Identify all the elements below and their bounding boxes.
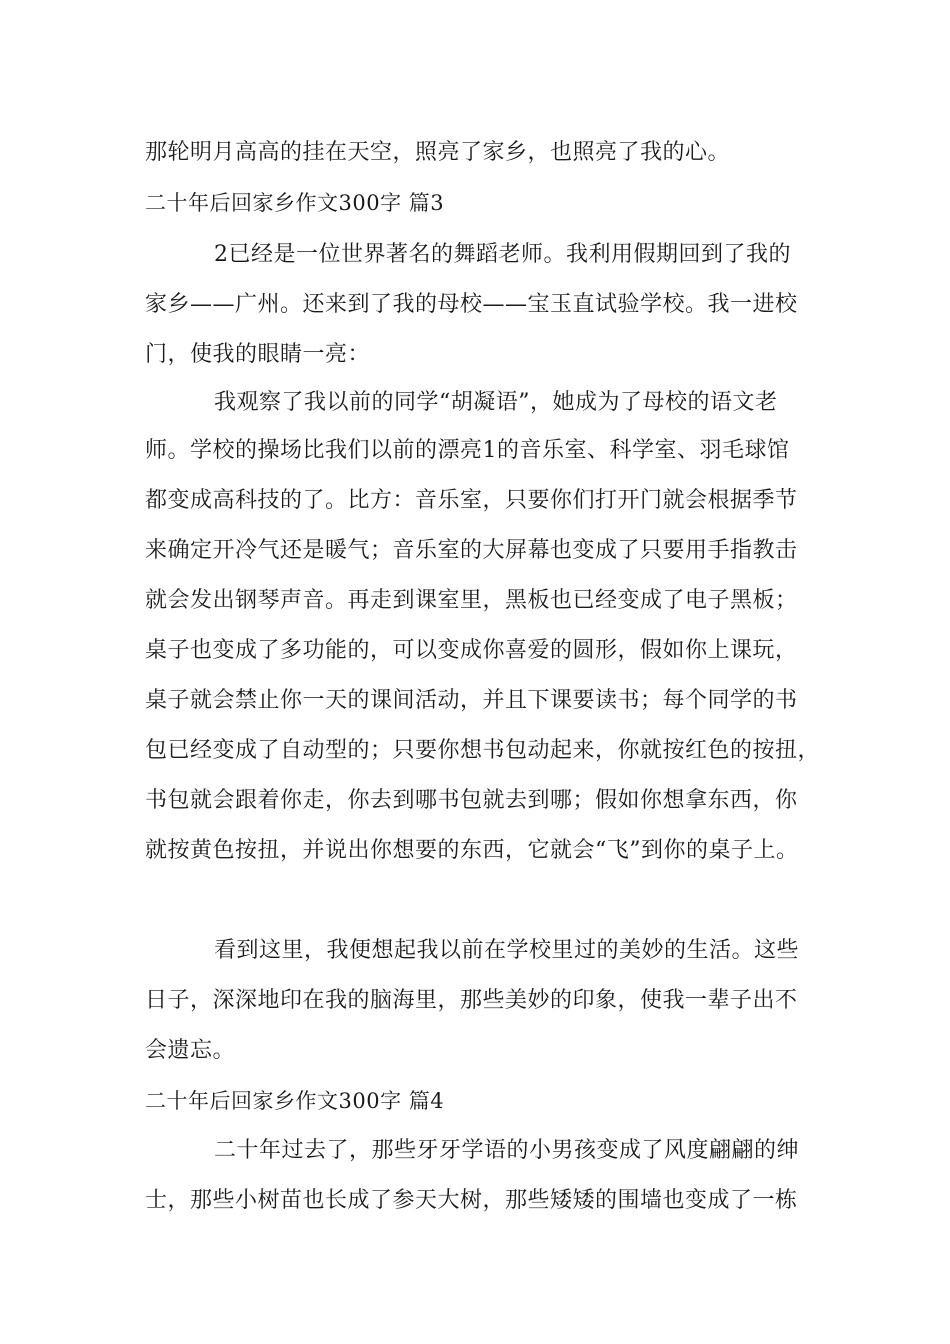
paragraph-line: 桌子就会禁止你一天的课间活动，并且下课要读书；每个同学的书 — [145, 688, 798, 713]
paragraph-line: 来确定开冷气还是暖气；音乐室的大屏幕也变成了只要用手指教击 — [145, 538, 798, 563]
paragraph-line: 日子，深深地印在我的脑海里，那些美妙的印象，使我一辈子出不 — [145, 988, 798, 1013]
paragraph-line: 桌子也变成了多功能的，可以变成你喜爱的圆形，假如你上课玩， — [145, 638, 798, 663]
paragraph-line: 家乡——广州。还来到了我的母校——宝玉直试验学校。我一进校 — [145, 292, 798, 317]
paragraph-line: 会遗忘。 — [145, 1038, 236, 1063]
paragraph-line: 二十年过去了，那些牙牙学语的小男孩变成了风度翩翩的绅 — [214, 1138, 800, 1163]
paragraph-line: 师。学校的操场比我们以前的漂亮1的音乐室、科学室、羽毛球馆 — [145, 438, 790, 463]
paragraph-line: 2已经是一位世界著名的舞蹈老师。我利用假期回到了我的 — [214, 242, 791, 267]
paragraph-line: 我观察了我以前的同学“胡凝语”，她成为了母校的语文老 — [214, 390, 778, 415]
paragraph-line: 都变成高科技的了。比方：音乐室，只要你们打开门就会根据季节 — [145, 488, 798, 513]
paragraph-line: 看到这里，我便想起我以前在学校里过的美妙的生活。这些 — [214, 938, 800, 963]
paragraph-line: 就会发出钢琴声音。再走到课室里，黑板也已经变成了电子黑板； — [145, 588, 798, 613]
paragraph-line: 那轮明月高高的挂在天空，照亮了家乡，也照亮了我的心。 — [145, 140, 731, 165]
section-heading: 二十年后回家乡作文300字 篇3 — [145, 191, 445, 215]
paragraph-line: 门，使我的眼睛一亮： — [145, 342, 371, 367]
paragraph-line: 书包就会跟着你走，你去到哪书包就去到哪；假如你想拿东西，你 — [145, 788, 798, 813]
paragraph-line: 包已经变成了自动型的；只要你想书包动起来，你就按红色的按扭， — [145, 738, 821, 763]
paragraph-line: 就按黄色按扭，并说出你想要的东西，它就会“飞”到你的桌子上。 — [145, 838, 799, 863]
section-heading: 二十年后回家乡作文300字 篇4 — [145, 1089, 445, 1113]
paragraph-line: 士，那些小树苗也长成了参天大树，那些矮矮的围墙也变成了一栋 — [145, 1188, 798, 1213]
